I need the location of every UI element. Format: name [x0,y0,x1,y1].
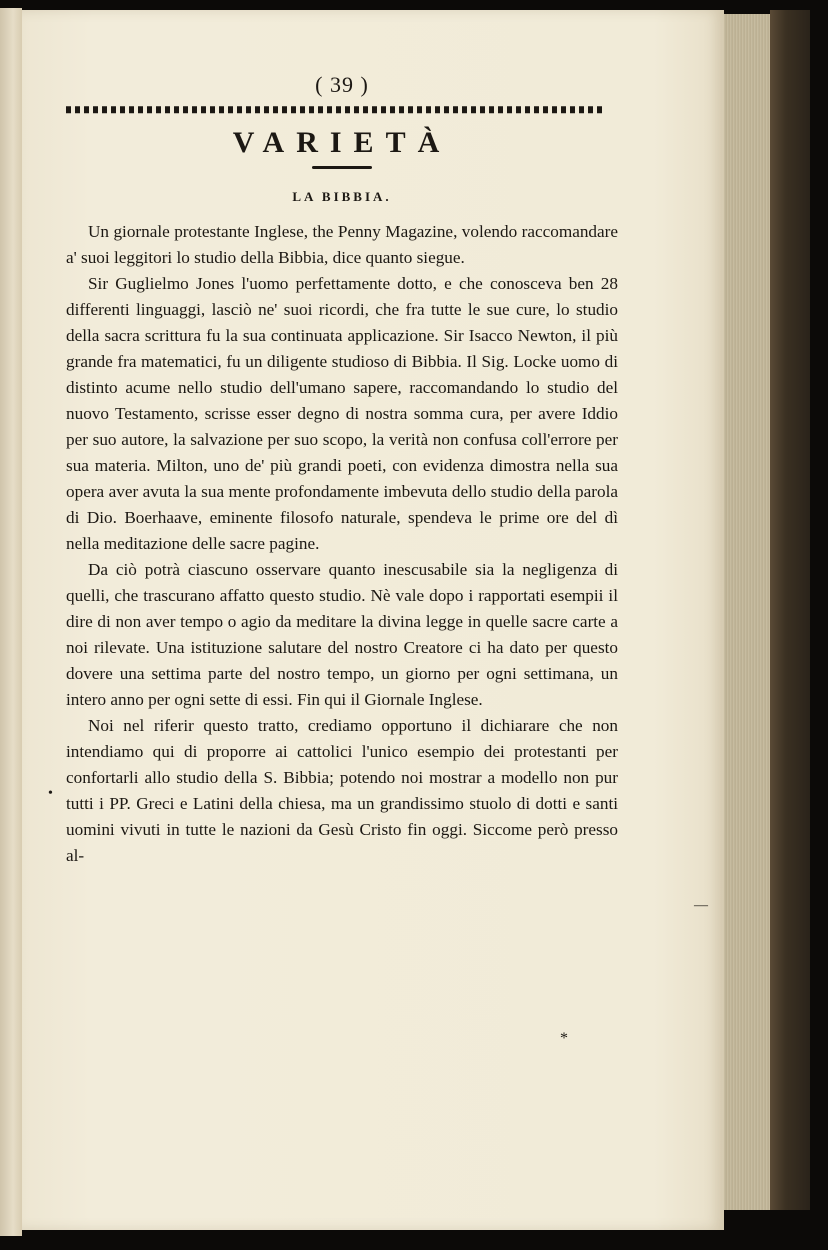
page-number: ( 39 ) [315,72,369,97]
subsection-title: LA BIBBIA. [292,189,392,204]
signature-mark: * [560,1030,568,1047]
title-rule [312,166,372,169]
left-page-edge [0,8,22,1236]
paragraph-4: Noi nel riferir questo tratto, crediamo opportuno il dichiarare che non intendiamo qui di proporre ai cattolici l'unico esempio dei protestanti per confortarli allo studio della S. Bibbia; potendo noi mostrar a modello non pur tutti i PP. Greci e Latini della chiesa, ma un grandissimo stuolo di dotti e santi uomini vivuti in tutte le nazioni da Gesù Cristo fin oggi. Siccome però presso al- [66,716,618,865]
page-content [66,72,618,869]
section-title: VARIETÀ [232,126,452,159]
ornamental-border [66,102,606,116]
paragraph-2: Sir Guglielmo Jones l'uomo perfettamente dotto, e che conosceva ben 28 differenti linguaggi, lasciò ne' suoi ricordi, che fra tutte le sue cure, lo studio della sacra scrittura fu la sua continuata applicazione. Sir Isacco Newton, il più grande fra matematici, fu un diligente studioso di Bibbia. Il Sig. Locke uomo di distinto acume nello studio dell'umano sapere, raccomandando lo studio del nuovo Testamento, scrisse esser degno di nostra somma cura, per avere Iddio per suo autore, la salvazione per suo scopo, la verità non confusa coll'errore per sua materia. Milton, uno de' più grandi poeti, con evidenza dimostra nella sua opera aver avuta la sua mente profondamente imbevuta dello studio della parola di Dio. Boerhaave, eminente filosofo naturale, spendeva le prime ore del dì nella meditazione delle sacre pagine. [66,274,618,553]
paragraph-1: Un giornale protestante Inglese, the Penny Magazine, volendo raccomandare a' suoi leggitori lo studio della Bibbia, dice quanto siegue. [66,222,618,267]
book-spine [770,10,810,1210]
margin-dot: • [48,786,53,801]
paragraph-3: Da ciò potrà ciascuno osservare quanto inescusabile sia la negligenza di quelli, che trascurano affatto questo studio. Nè vale dopo i rapportati esempii il dire di non aver tempo o agio da meditare la divina legge in quelle sacre carte a noi rilevate. Una istituzione salutare del nostro Creatore ci ha dato per questo dovere una settima parte del nostro tempo, un giorno per ogni settimana, un intero anno per ogni sette di essi. Fin qui il Giornale Inglese. [66,560,618,709]
margin-dash: — [694,898,708,913]
